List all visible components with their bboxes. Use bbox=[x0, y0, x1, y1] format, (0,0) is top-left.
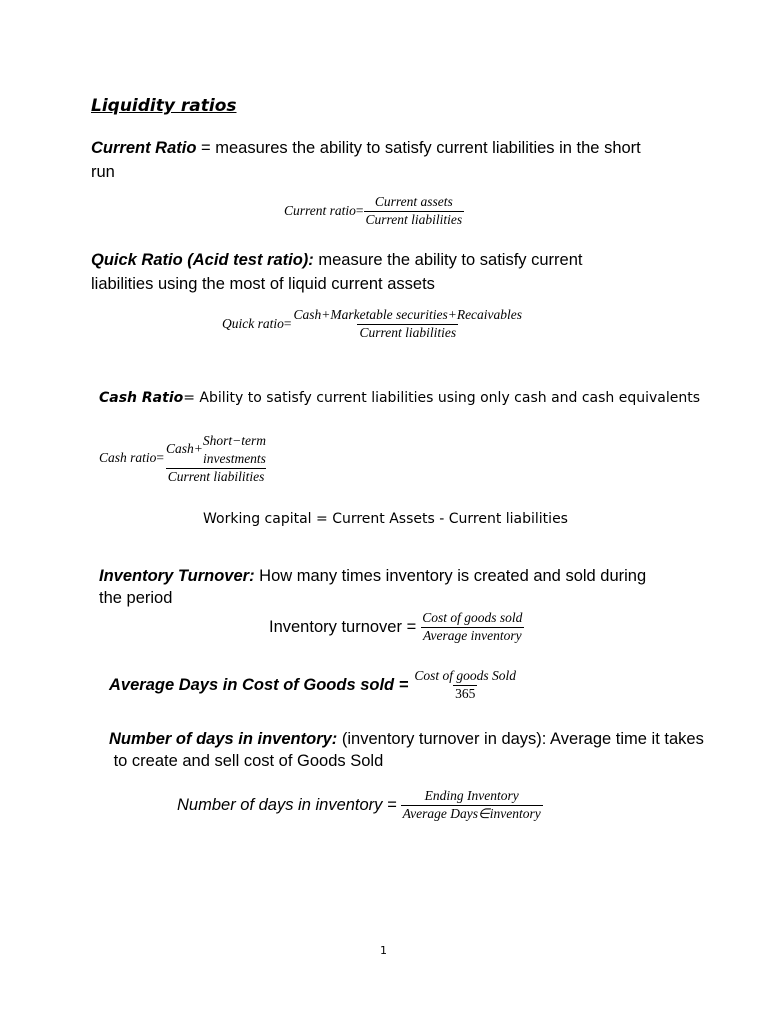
avg-days-cogs-numerator: Cost of goods Sold bbox=[414, 668, 517, 683]
days-in-inventory-desc-2: to create and sell cost of Goods Sold bbox=[109, 752, 384, 770]
avg-days-cogs-fraction bbox=[412, 669, 518, 702]
quick-ratio-lhs: Quick ratio bbox=[222, 316, 284, 332]
inventory-turnover-description bbox=[99, 565, 739, 609]
days-in-inventory-lhs: Number of days in inventory = bbox=[177, 795, 397, 814]
current-ratio-numerator: Current assets bbox=[374, 194, 453, 209]
current-ratio-eq: = bbox=[355, 203, 364, 219]
quick-ratio-description bbox=[91, 248, 731, 296]
quick-ratio-numerator: Cash+Marketable securities+Recaivables bbox=[293, 307, 523, 322]
cash-ratio-num-short-term: Short−term bbox=[202, 433, 267, 448]
current-ratio-fraction bbox=[364, 195, 465, 228]
inventory-turnover-formula bbox=[269, 611, 524, 644]
quick-ratio-term: Quick Ratio (Acid test ratio): bbox=[91, 251, 314, 269]
quick-ratio-eq: = bbox=[283, 316, 292, 332]
inventory-turnover-numerator: Cost of goods sold bbox=[422, 610, 523, 625]
cash-ratio-description bbox=[99, 390, 700, 406]
quick-ratio-formula bbox=[222, 308, 524, 341]
quick-ratio-denominator: Current liabilities bbox=[359, 324, 457, 340]
cash-ratio-numerator bbox=[164, 432, 268, 468]
days-in-inventory-description bbox=[109, 728, 759, 772]
inventory-turnover-desc-1: How many times inventory is created and sold during bbox=[254, 567, 647, 585]
cash-ratio-num-investments: investments bbox=[202, 450, 266, 466]
page-number: 1 bbox=[380, 944, 387, 957]
inventory-turnover-denominator: Average inventory bbox=[422, 627, 522, 643]
cash-ratio-formula bbox=[99, 432, 268, 485]
page-heading: Liquidity ratios bbox=[91, 96, 237, 116]
cash-ratio-lhs: Cash ratio bbox=[99, 450, 157, 466]
quick-ratio-desc-2: liabilities using the most of liquid current assets bbox=[91, 275, 435, 293]
cash-ratio-fraction bbox=[164, 432, 268, 485]
inventory-turnover-lhs: Inventory turnover = bbox=[269, 617, 417, 636]
days-in-inventory-formula bbox=[177, 789, 543, 822]
current-ratio-formula bbox=[284, 195, 464, 228]
days-in-inventory-fraction bbox=[401, 789, 543, 822]
current-ratio-denominator: Current liabilities bbox=[365, 211, 463, 227]
cash-ratio-term: Cash Ratio bbox=[99, 390, 184, 406]
cash-ratio-num-cash: Cash+ bbox=[166, 441, 203, 457]
days-in-inventory-term: Number of days in inventory: bbox=[109, 730, 338, 748]
avg-days-cogs-lhs: Average Days in Cost of Goods sold = bbox=[109, 675, 409, 694]
cash-ratio-denominator: Current liabilities bbox=[167, 469, 265, 485]
current-ratio-lhs: Current ratio bbox=[284, 203, 356, 219]
avg-days-cogs-formula bbox=[109, 669, 518, 702]
quick-ratio-desc-1: measure the ability to satisfy current bbox=[313, 251, 583, 269]
current-ratio-desc-2: run bbox=[91, 163, 115, 181]
cash-ratio-eq: = bbox=[156, 450, 165, 466]
inventory-turnover-desc-2: the period bbox=[99, 589, 173, 607]
working-capital-formula: Working capital = Current Assets - Current liabilities bbox=[203, 511, 568, 527]
inventory-turnover-term: Inventory Turnover: bbox=[99, 567, 255, 585]
current-ratio-description bbox=[91, 136, 731, 184]
avg-days-cogs-denominator: 365 bbox=[455, 685, 476, 701]
days-in-inventory-denominator: Average Days∈inventory bbox=[402, 805, 541, 821]
inventory-turnover-fraction bbox=[420, 611, 524, 644]
current-ratio-term: Current Ratio bbox=[91, 139, 197, 157]
days-in-inventory-desc-1: (inventory turnover in days): Average time it takes bbox=[337, 730, 704, 748]
quick-ratio-fraction bbox=[292, 308, 525, 341]
current-ratio-desc-1: = measures the ability to satisfy current liabilities in the short bbox=[196, 139, 641, 157]
cash-ratio-desc: = Ability to satisfy current liabilities using only cash and cash equivalents bbox=[183, 390, 701, 406]
cash-ratio-num-stack bbox=[203, 432, 266, 467]
days-in-inventory-numerator: Ending Inventory bbox=[424, 788, 519, 803]
